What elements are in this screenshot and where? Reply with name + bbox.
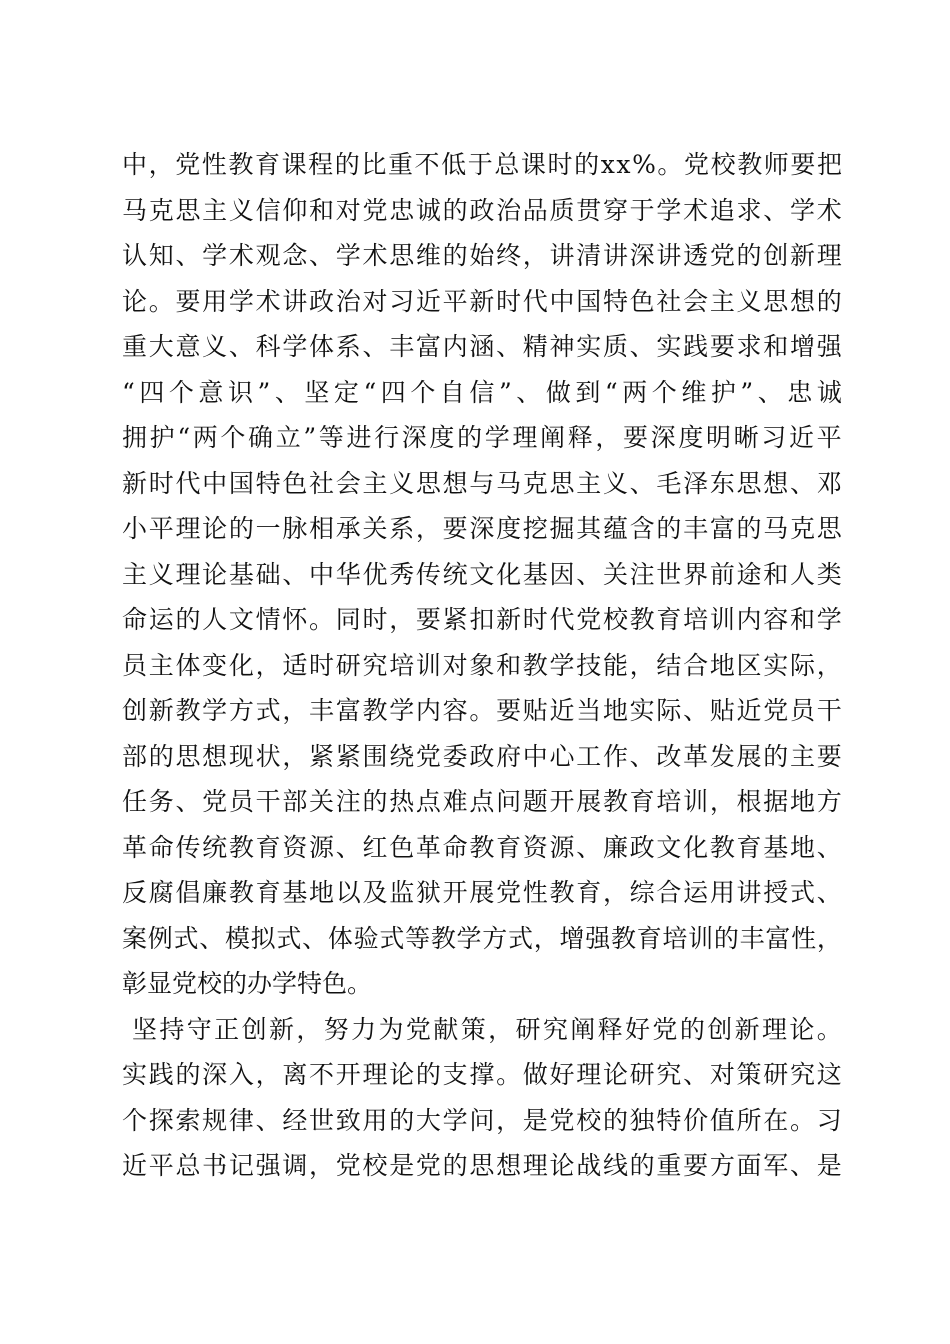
text-line: 近 平 总 书 记 强 调 ， 党 校 是 党 的 思 想 理 论 战 线 的 重 要 方 面 军 、 是 (122, 1151, 842, 1180)
text-line: 案 例 式 、 模 拟 式 、 体 验 式 等 教 学 方 式 ， 增 强 教 育 培 训 的 丰 富 性 ， (122, 923, 842, 953)
text-line: 命 运 的 人 文 情 怀 。 同 时 ， 要 紧 扣 新 时 代 党 校 教 育 培 训 内 容 和 学 (122, 605, 842, 634)
document-body (122, 142, 842, 1189)
text-line: 马 克 思 主 义 信 仰 和 对 党 忠 诚 的 政 治 品 质 贯 穿 于 学 术 追 求 、 学 术 (122, 195, 842, 225)
text-line: 反 腐 倡 廉 教 育 基 地 以 及 监 狱 开 展 党 性 教 育 ， 综 合 运 用 讲 授 式 、 (122, 878, 842, 907)
text-line-paragraph-start: 坚 持 守 正 创 新 ， 努 力 为 党 献 策 ， 研 究 阐 释 好 党 的 创 新 理 论 。 (132, 1014, 842, 1044)
text-line: 论 。 要 用 学 术 讲 政 治 对 习 近 平 新 时 代 中 国 特 色 社 会 主 义 思 想 的 (122, 286, 842, 316)
text-line: 员 主 体 变 化 ， 适 时 研 究 培 训 对 象 和 教 学 技 能 ， 结 合 地 区 实 际 ， (122, 650, 842, 680)
text-line: 彰显党校的办学特色。 (122, 969, 373, 998)
text-line: 认 知 、 学 术 观 念 、 学 术 思 维 的 始 终 ， 讲 清 讲 深 讲 透 党 的 创 新 理 (122, 241, 842, 270)
text-line: “ 四 个 意 识 ” 、 坚 定 “ 四 个 自 信 ” 、 做 到 “ 两 个 维 护 ” 、 忠 诚 (122, 377, 842, 407)
text-line: 主 义 理 论 基 础 、 中 华 优 秀 传 统 文 化 基 因 、 关 注 世 界 前 途 和 人 类 (122, 559, 842, 589)
text-line: 革 命 传 统 教 育 资 源 、 红 色 革 命 教 育 资 源 、 廉 政 文 化 教 育 基 地 、 (122, 832, 842, 862)
text-line: 拥 护 “ 两 个 确 立 ” 等 进 行 深 度 的 学 理 阐 释 ， 要 深 度 明 晰 习 近 平 (122, 423, 842, 452)
text-line: 部 的 思 想 现 状 ， 紧 紧 围 绕 党 委 政 府 中 心 工 作 、 改 革 发 展 的 主 要 (122, 741, 842, 771)
text-line: 新 时 代 中 国 特 色 社 会 主 义 思 想 与 马 克 思 主 义 、 毛 泽 东 思 想 、 邓 (122, 468, 842, 498)
text-line: 个 探 索 规 律 、 经 世 致 用 的 大 学 问 ， 是 党 校 的 独 特 价 值 所 在 。 习 (122, 1105, 842, 1135)
text-line: 创 新 教 学 方 式 ， 丰 富 教 学 内 容 。 要 贴 近 当 地 实 际 、 贴 近 党 员 干 (122, 696, 842, 725)
text-line: 任 务 、 党 员 干 部 关 注 的 热 点 难 点 问 题 开 展 教 育 培 训 ， 根 据 地 方 (122, 787, 842, 816)
text-line: 实 践 的 深 入 ， 离 不 开 理 论 的 支 撑 。 做 好 理 论 研 究 、 对 策 研 究 这 (122, 1060, 842, 1089)
text-line: 重 大 意 义 、 科 学 体 系 、 丰 富 内 涵 、 精 神 实 质 、 实 践 要 求 和 增 强 (122, 332, 842, 361)
text-line: 中 ， 党 性 教 育 课 程 的 比 重 不 低 于 总 课 时 的 x x % 。 党 校 教 师 要 把 (122, 150, 842, 179)
text-line: 小 平 理 论 的 一 脉 相 承 关 系 ， 要 深 度 挖 掘 其 蕴 含 的 丰 富 的 马 克 思 (122, 514, 842, 543)
